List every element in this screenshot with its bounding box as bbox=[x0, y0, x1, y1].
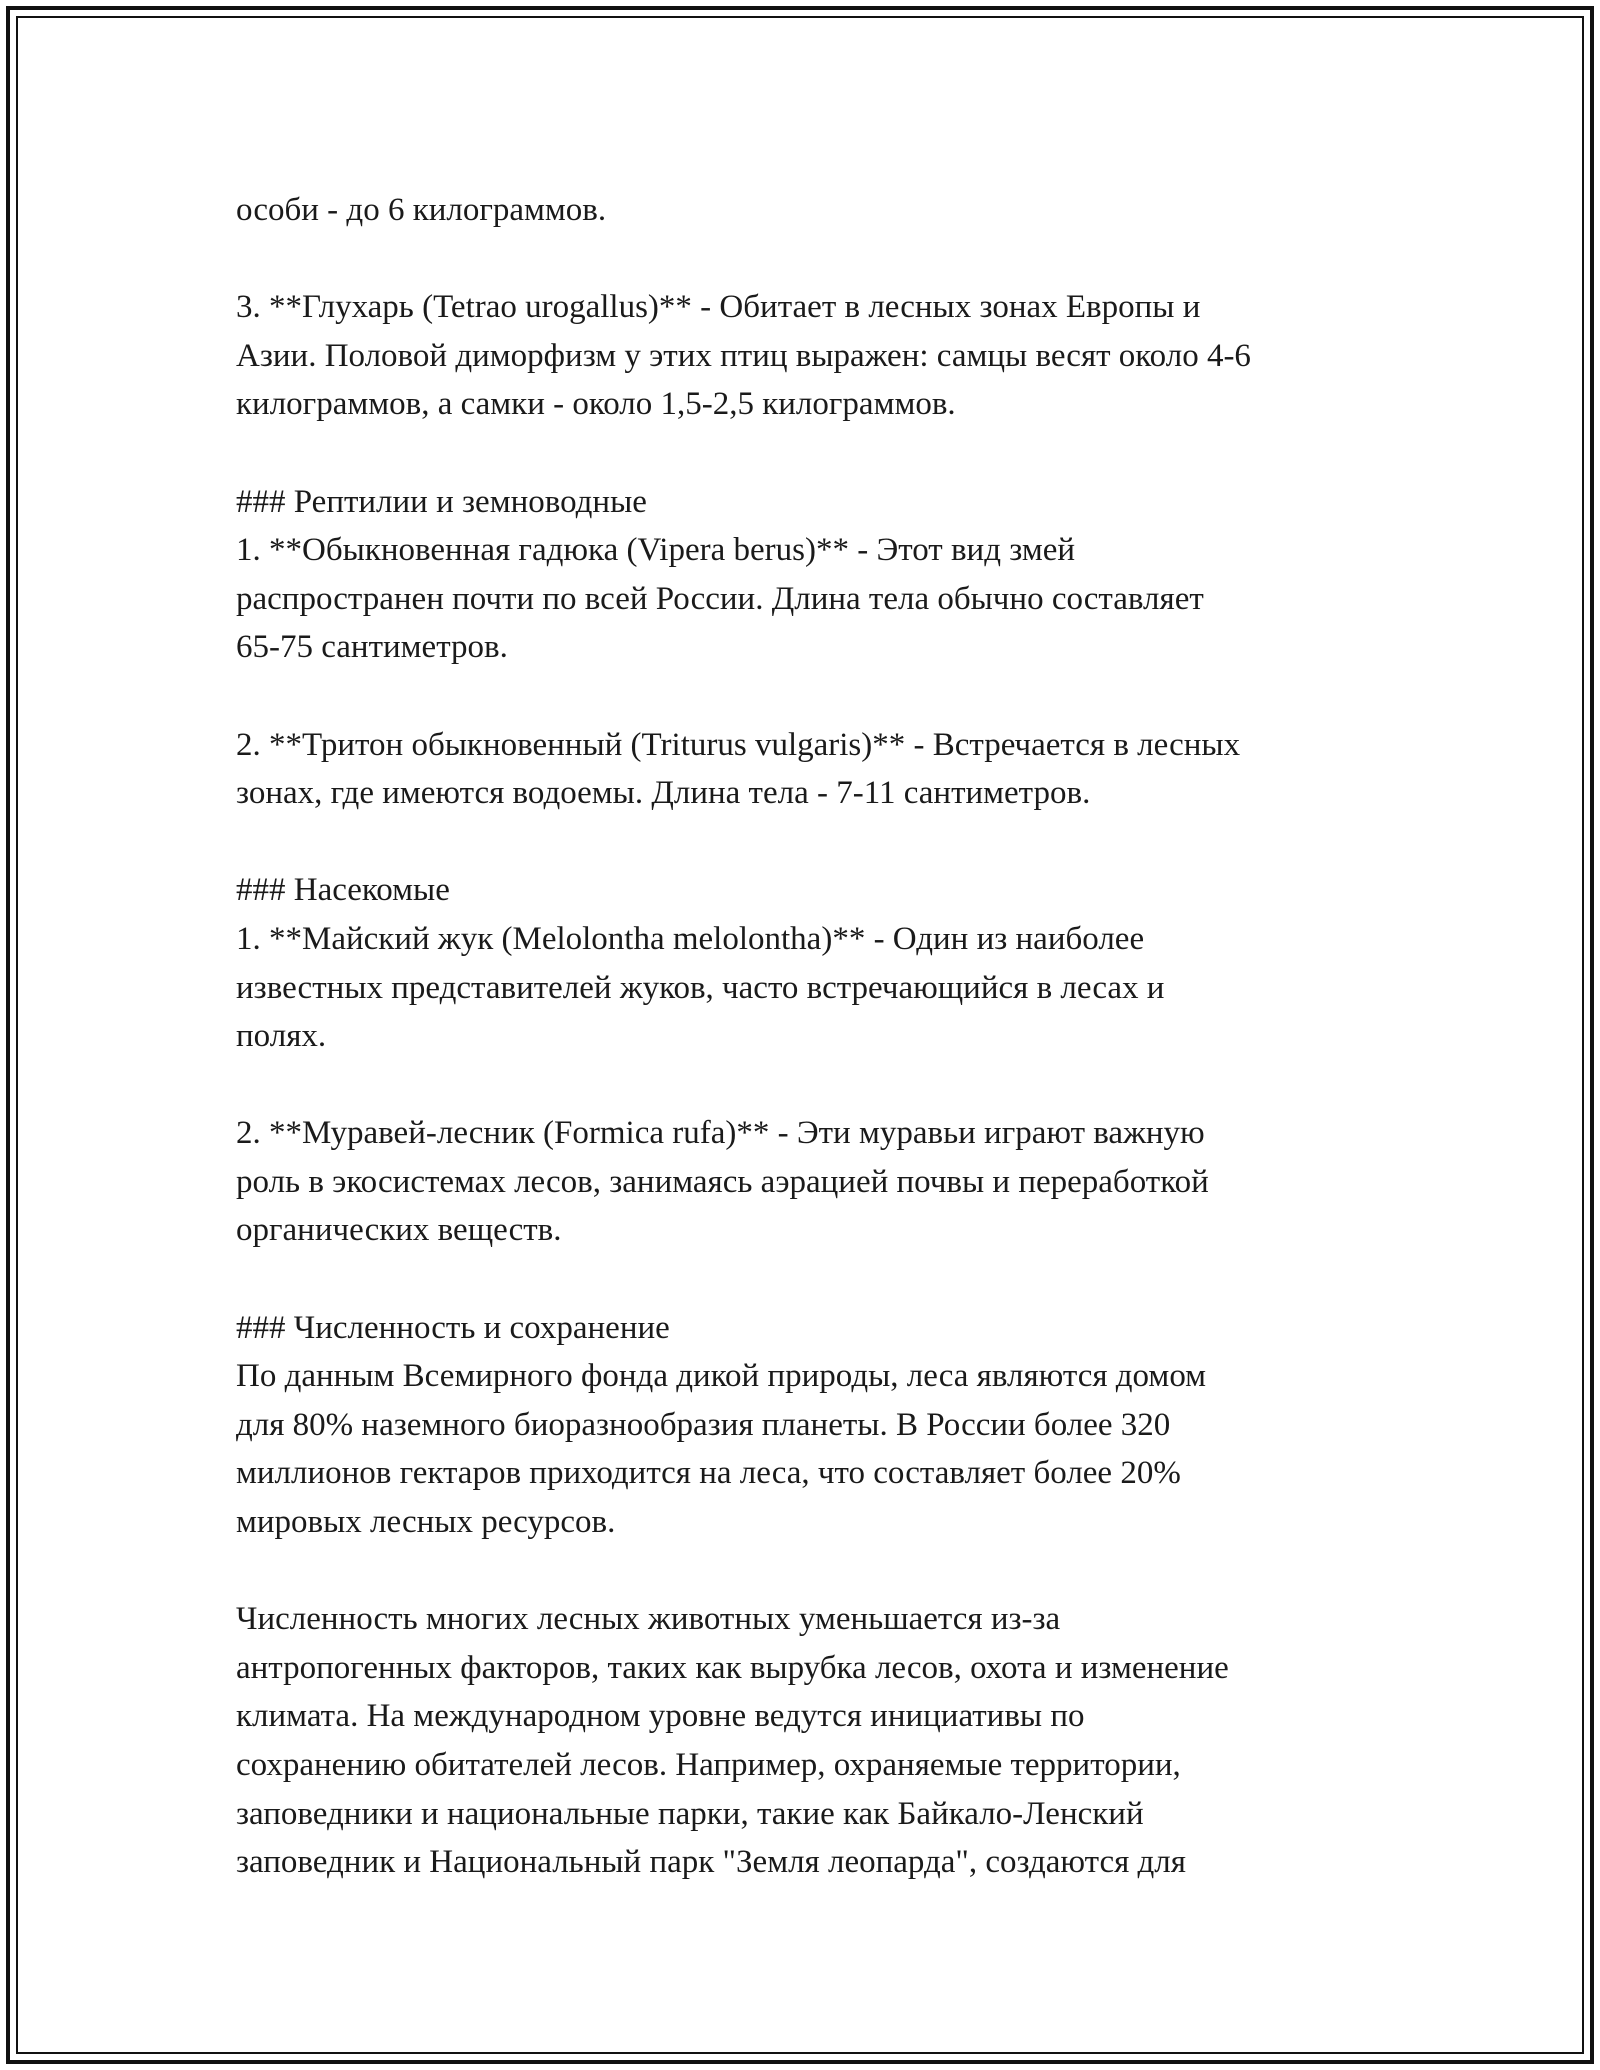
paragraph-gap bbox=[236, 429, 1386, 478]
text-line: заповедники и национальные парки, такие как Байкало-Ленский bbox=[236, 1795, 1144, 1832]
document-body bbox=[236, 186, 1386, 1887]
text-line: распространен почти по всей России. Длина тела обычно составляет bbox=[236, 580, 1204, 617]
paragraph-gap bbox=[236, 1255, 1386, 1304]
paragraph-gap bbox=[236, 235, 1386, 284]
text-line: заповедник и Национальный парк "Земля леопарда", создаются для bbox=[236, 1844, 1186, 1881]
text-line: миллионов гектаров приходится на леса, что составляет более 20% bbox=[236, 1455, 1181, 1492]
text-line: сохранению обитателей лесов. Например, охраняемые территории, bbox=[236, 1747, 1181, 1783]
text-line: полях. bbox=[236, 1018, 327, 1055]
text-line: для 80% наземного биоразнообразия планеты. В России более 320 bbox=[236, 1406, 1171, 1443]
text-line: антропогенных факторов, таких как вырубка лесов, охота и изменение bbox=[236, 1649, 1229, 1686]
text-line: мировых лесных ресурсов. bbox=[236, 1504, 616, 1541]
text-line: климата. На международном уровне ведутся инициативы по bbox=[236, 1698, 1085, 1735]
text-line: 3. **Глухарь (Tetrao urogallus)** - Обитает в лесных зонах Европы и bbox=[236, 289, 1201, 326]
section-heading-line: ### Рептилии и земноводные bbox=[236, 483, 647, 520]
paragraph-gap bbox=[236, 1547, 1386, 1596]
paragraph-gap bbox=[236, 1061, 1386, 1110]
text-line: известных представителей жуков, часто встречающийся в лесах и bbox=[236, 969, 1165, 1006]
section-heading-line: ### Насекомые bbox=[236, 872, 450, 909]
text-line: органических веществ. bbox=[236, 1212, 562, 1249]
text-line: килограммов, а самки - около 1,5-2,5 килограммов. bbox=[236, 386, 956, 423]
text-line: 65-75 сантиметров. bbox=[236, 629, 508, 666]
text-line: По данным Всемирного фонда дикой природы, леса являются домом bbox=[236, 1358, 1207, 1395]
text-line: 2. **Тритон обыкновенный (Triturus vulgaris)** - Встречается в лесных bbox=[236, 726, 1241, 763]
text-line: роль в экосистемах лесов, занимаясь аэрацией почвы и переработкой bbox=[236, 1163, 1209, 1200]
text-line: особи - до 6 килограммов. bbox=[236, 192, 607, 228]
paragraph-gap bbox=[236, 818, 1386, 867]
paragraph-gap bbox=[236, 672, 1386, 721]
text-line: 1. **Майский жук (Melolontha melolontha)** - Один из наиболее bbox=[236, 920, 1145, 957]
text-line: 1. **Обыкновенная гадюка (Vipera berus)** - Этот вид змей bbox=[236, 532, 1076, 569]
text-line: зонах, где имеются водоемы. Длина тела - 7-11 сантиметров. bbox=[236, 775, 1091, 812]
section-heading-line: ### Численность и сохранение bbox=[236, 1309, 670, 1346]
text-line: 2. **Муравей-лесник (Formica rufa)** - Эти муравьи играют важную bbox=[236, 1115, 1205, 1152]
text-line: Численность многих лесных животных уменьшается из-за bbox=[236, 1601, 1061, 1638]
text-line: Азии. Половой диморфизм у этих птиц выражен: самцы весят около 4-6 bbox=[236, 337, 1251, 374]
